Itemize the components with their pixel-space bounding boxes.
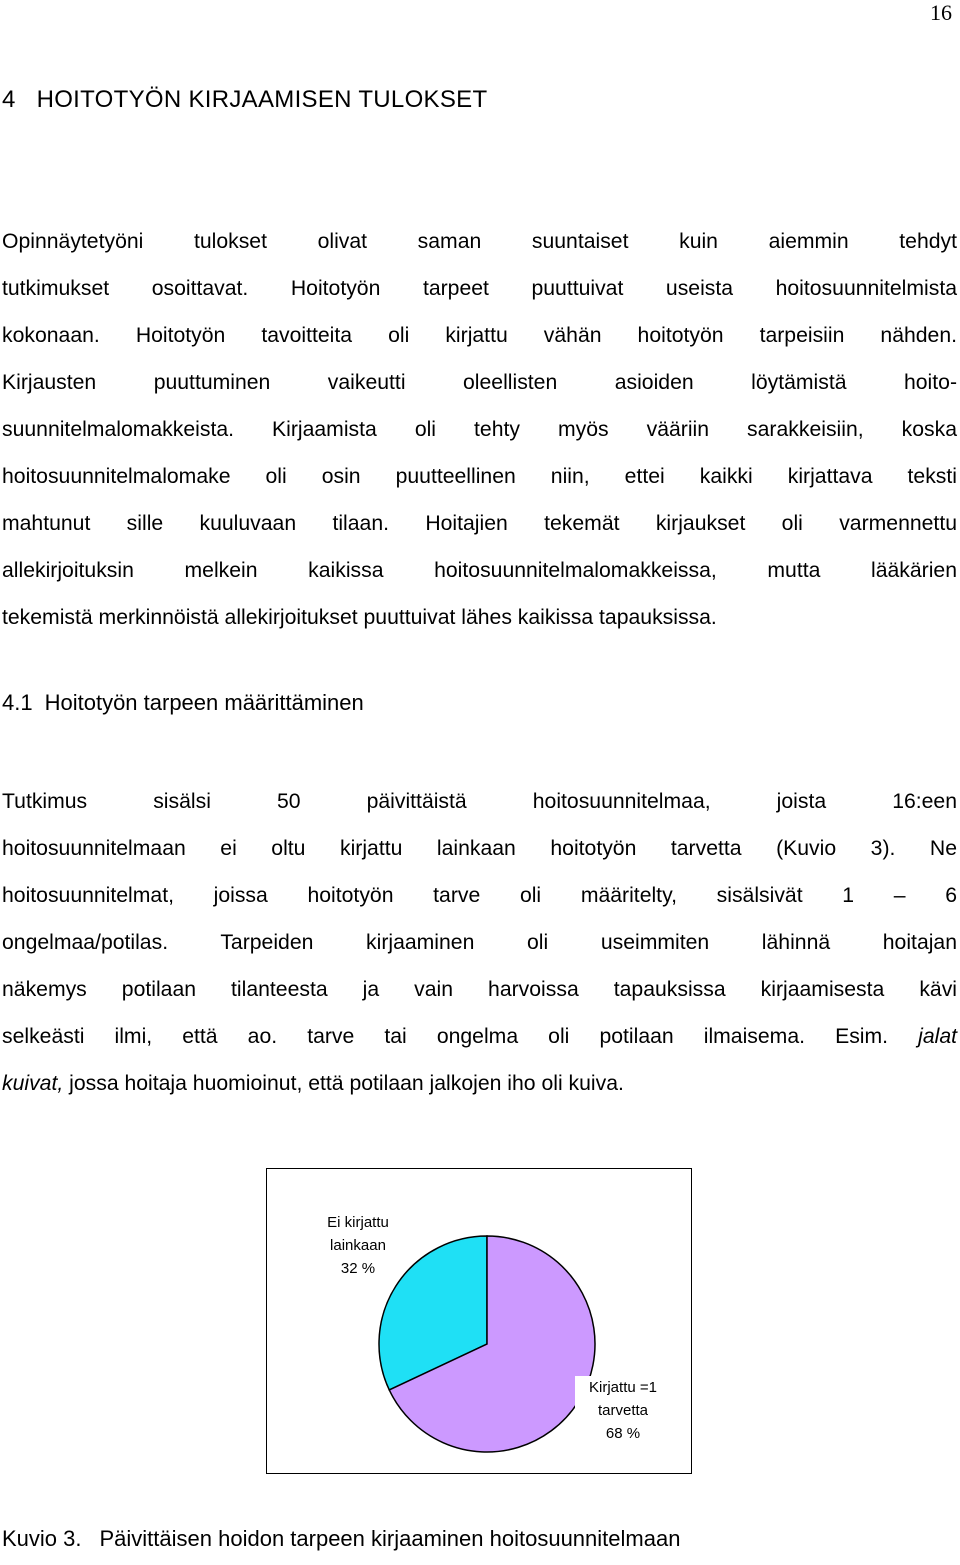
text-line: suunnitelmalomakkeista. Kirjaamista oli tehty myös vääriin sarakkeisiin, koska (2, 418, 957, 441)
text-line: tekemistä merkinnöistä allekirjoitukset puuttuivat lähes kaikissa tapauksissa. (2, 606, 717, 629)
section-number: 4.1 (2, 690, 33, 715)
text-line-end: jossa hoitaja huomioinut, että potilaan jalkojen iho oli kuiva. (63, 1072, 624, 1095)
slice-label-line: lainkaan (330, 1237, 386, 1254)
chapter-number: 4 (2, 86, 16, 113)
text-line: tutkimukset osoittavat. Hoitotyön tarpeet puuttuivat useista hoitosuunnitelmista (2, 277, 957, 300)
slice-label-line: Ei kirjattu (327, 1214, 389, 1231)
italic-example: jalat (918, 1025, 957, 1048)
text-line: näkemys potilaan tilanteesta ja vain harvoissa tapauksissa kirjaamisesta kävi (2, 978, 957, 1001)
slice-label-not-recorded (315, 1211, 401, 1280)
text-line: hoitosuunnitelmaan ei oltu kirjattu lainkaan hoitotyön tarvetta (Kuvio 3). Ne (2, 837, 957, 860)
slice-label-line: Kirjattu =1 (589, 1379, 657, 1396)
slice-label-line: tarvetta (597, 1402, 649, 1419)
text-line: allekirjoituksin melkein kaikissa hoitosuunnitelmalomakkeissa, mutta lääkärien (2, 559, 957, 582)
chapter-heading (2, 86, 487, 114)
text-line (2, 1060, 957, 1107)
text-line (2, 1013, 957, 1060)
text-line: ongelmaa/potilas. Tarpeiden kirjaaminen oli useimmiten lähinnä hoitajan (2, 931, 957, 954)
page-number: 16 (930, 0, 952, 25)
text-line: Tutkimus sisälsi 50 päivittäistä hoitosuunnitelmaa, joista 16:een (2, 790, 957, 813)
caption-text: Päivittäisen hoidon tarpeen kirjaaminen hoitosuunnitelmaan (99, 1526, 681, 1551)
text-line: mahtunut sille kuuluvaan tilaan. Hoitajien tekemät kirjaukset oli varmennettu (2, 512, 957, 535)
slice-label-recorded (575, 1376, 671, 1445)
section-heading (2, 690, 364, 716)
slice-label-line: 68 % (605, 1425, 641, 1442)
slice-label-line: 32 % (340, 1260, 376, 1277)
text-line: kokonaan. Hoitotyön tavoitteita oli kirjattu vähän hoitotyön tarpeisiin nähden. (2, 324, 957, 347)
text-line-start: selkeästi ilmi, että ao. tarve tai ongelma oli potilaan ilmaisema. Esim. (2, 1025, 889, 1048)
text-line: hoitosuunnitelmat, joissa hoitotyön tarve oli määritelty, sisälsivät 1 – 6 (2, 884, 957, 907)
figure-caption (2, 1526, 680, 1552)
text-line: Kirjausten puuttuminen vaikeutti oleellisten asioiden löytämistä hoito- (2, 371, 957, 394)
pie-chart (266, 1168, 692, 1474)
text-line: Opinnäytetyöni tulokset olivat saman suuntaiset kuin aiemmin tehdyt (2, 230, 957, 253)
caption-number: Kuvio 3. (2, 1526, 82, 1551)
text-line: hoitosuunnitelmalomake oli osin puutteellinen niin, ettei kaikki kirjattava teksti (2, 465, 957, 488)
chapter-title: HOITOTYÖN KIRJAAMISEN TULOKSET (36, 86, 488, 113)
italic-example: kuivat, (2, 1072, 64, 1095)
paragraph-needs (2, 778, 957, 1107)
section-title: Hoitotyön tarpeen määrittäminen (44, 690, 364, 715)
paragraph-results (2, 218, 957, 641)
